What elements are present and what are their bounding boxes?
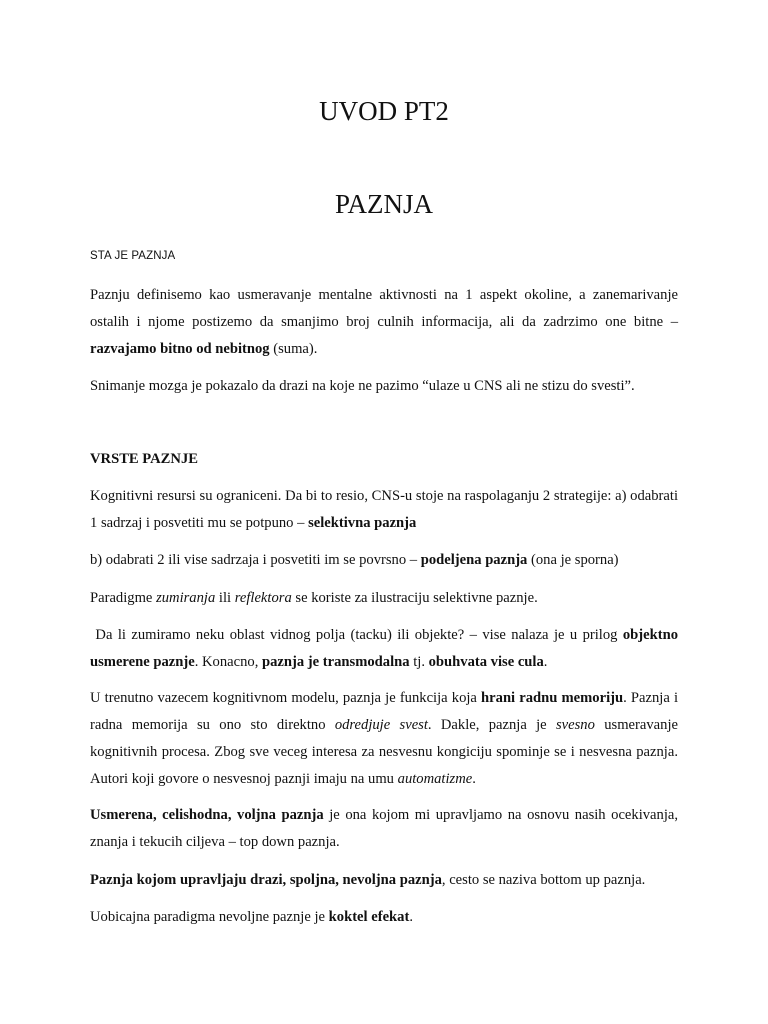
paragraph-brain-scan: Snimanje mozga je pokazalo da drazi na koje ne pazimo “ulaze u CNS ali ne stizu do svesti”. [90,378,635,394]
bold-phrase: hrani radnu memoriju [481,690,624,706]
paragraph-resources: Kognitivni resursi su ograniceni. Da bi to resio, CNS-u stoje na raspolaganju 2 strategije: a) odabrati 1 sadrzaj i posvetiti mu se potpuno – selektivna paznja [90,488,678,531]
section-title: PAZNJA [334,189,434,219]
bold-phrase: koktel efekat [328,909,410,925]
paragraph-divided: b) odabrati 2 ili vise sadrzaja i posvetiti im se povrsno – podeljena paznja (ona je sporna) [90,552,619,568]
bold-phrase: Usmerena, celishodna, voljna paznja [90,807,324,823]
italic-term: svesno [555,717,595,733]
bold-phrase: razvajamo bitno od nebitnog [90,341,270,357]
paragraph-paradigms: Paradigme zumiranja ili reflektora se koriste za ilustraciju selektivne paznje. [90,590,538,606]
document-title: UVOD PT2 [319,96,449,126]
italic-term: automatizme [397,771,473,787]
bold-phrase: paznja je transmodalna [262,654,410,670]
section-label: STA JE PAZNJA [90,250,176,262]
section-heading: VRSTE PAZNJE [90,451,198,467]
italic-term: zumiranja [156,590,216,606]
bold-phrase: objektno usmerene paznje [90,627,678,670]
paragraph-definition: Paznju definisemo kao usmeravanje mentalne aktivnosti na 1 aspekt okoline, a zanemarivanje ostalih i njome postizemo da smanjimo broj culnih informacija, ali da zadrzimo one bitne – razvajamo bitno od nebitnog (suma). [90,287,678,357]
paragraph-involuntary: Paznja kojom upravljaju drazi, spoljna, nevoljna paznja, cesto se naziva bottom up paznja. [90,872,646,888]
paragraph-model: U trenutno vazecem kognitivnom modelu, paznja je funkcija koja hrani radnu memoriju. Paznja i radna memorija su ono sto direktno odredjuje svest. Dakle, paznja je svesno usmeravanje kognitivnih procesa. Zbog sve veceg interesa za nesvesnu kongiciju spominje se i nesvesna paznja. Autori koji govore o nesvesnoj paznji imaju na umu automatizme. [90,690,678,787]
bold-phrase: obuhvata vise cula [428,654,544,670]
bold-phrase: Paznja kojom upravljaju drazi, spoljna, nevoljna paznja [90,872,442,888]
bold-phrase: podeljena paznja [420,552,528,568]
bold-phrase: selektivna paznja [308,515,417,531]
paragraph-cocktail: Uobicajna paradigma nevoljne paznje je koktel efekat. [90,909,413,925]
italic-term: reflektora [234,590,292,606]
paragraph-objects: Da li zumiramo neku oblast vidnog polja (tacku) ili objekte? – vise nalaza je u prilog objektno usmerene paznje. Konacno, paznja je transmodalna tj. obuhvata vise cula. [90,627,678,670]
italic-term: odredjuje svest [334,717,428,733]
paragraph-voluntary: Usmerena, celishodna, voljna paznja je ona kojom mi upravljamo na osnovu nasih ocekivanja, znanja i tekucih ciljeva – top down paznja. [90,807,678,850]
